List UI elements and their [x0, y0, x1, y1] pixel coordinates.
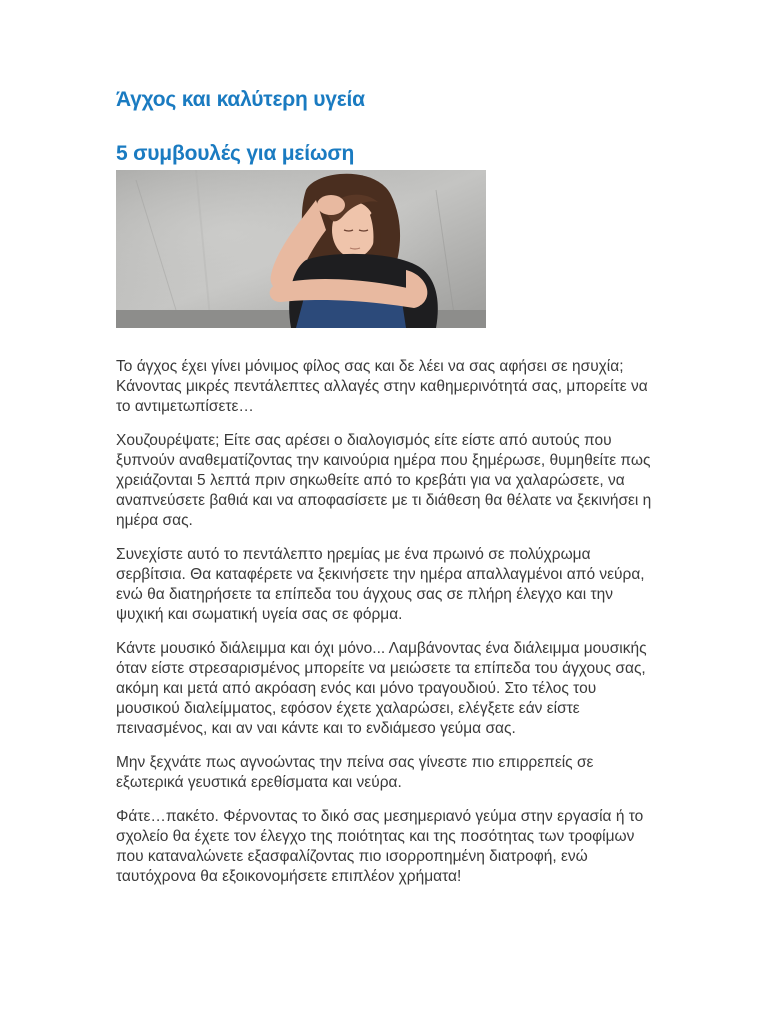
paragraph-2: Χουζουρέψατε; Είτε σας αρέσει ο διαλογισμός είτε είστε από αυτούς που ξυπνούν αναθεματίζοντας την καινούρια ημέρα που ξημέρωσε, θυμηθείτε πως χρειάζονται 5 λεπτά πριν σηκωθείτε από το κρεβάτι για να χαλαρώσετε, να αναπνεύσετε βαθιά και να αποφασίσετε με τι διάθεση θα θέλατε να ξεκινήσει η ημέρα σας. [116, 432, 652, 529]
paragraph-6: Φάτε…πακέτο. Φέρνοντας το δικό σας μεσημεριανό γεύμα στην εργασία ή το σχολείο θα έχετε τον έλεγχο της ποιότητας και της ποσότητας των τροφίμων που καταναλώνετε εξασφαλίζοντας πιο ισορροπημένη διατροφή, ενώ ταυτόχρονα θα εξοικονομήσετε επιπλέον χρήματα! [116, 808, 644, 885]
paragraph-5: Μην ξεχνάτε πως αγνοώντας την πείνα σας γίνεστε πιο επιρρεπείς σε εξωτερικά γευστικά ερεθίσματα και νεύρα. [116, 754, 594, 791]
paragraph-3: Συνεχίστε αυτό το πεντάλεπτο ηρεμίας με ένα πρωινό σε πολύχρωμα σερβίτσια. Θα καταφέρετε να ξεκινήσετε την ημέρα απαλλαγμένοι από νεύρα, ενώ θα διατηρήσετε τα επίπεδα του άγχους σας σε πλήρη έλεγχο και την ψυχική και σωματική υγεία σας σε φόρμα. [116, 546, 645, 623]
page-subtitle: 5 συμβουλές για μείωση [116, 142, 355, 165]
stressed-woman-photo [116, 170, 486, 328]
page-title: Άγχος και καλύτερη υγεία [116, 88, 365, 111]
article-body [116, 357, 656, 901]
paragraph-4: Κάντε μουσικό διάλειμμα και όχι μόνο... Λαμβάνοντας ένα διάλειμμα μουσικής όταν είστε στρεσαρισμένος μπορείτε να μειώσετε τα επίπεδα του άγχους σας, ακόμη και μετά από ακρόαση ενός και μόνο τραγουδιού. Στο τέλος του μουσικού διαλείμματος, εφόσον έχετε χαλαρώσει, ελέγξετε εάν είστε πεινασμένος, και αν ναι κάντε και το ενδιάμεσο γεύμα σας. [116, 640, 647, 737]
paragraph-1: Το άγχος έχει γίνει μόνιμος φίλος σας και δε λέει να σας αφήσει σε ησυχία; Κάνοντας μικρές πεντάλεπτες αλλαγές στην καθημερινότητά σας, μπορείτε να το αντιμετωπίσετε… [116, 358, 648, 415]
